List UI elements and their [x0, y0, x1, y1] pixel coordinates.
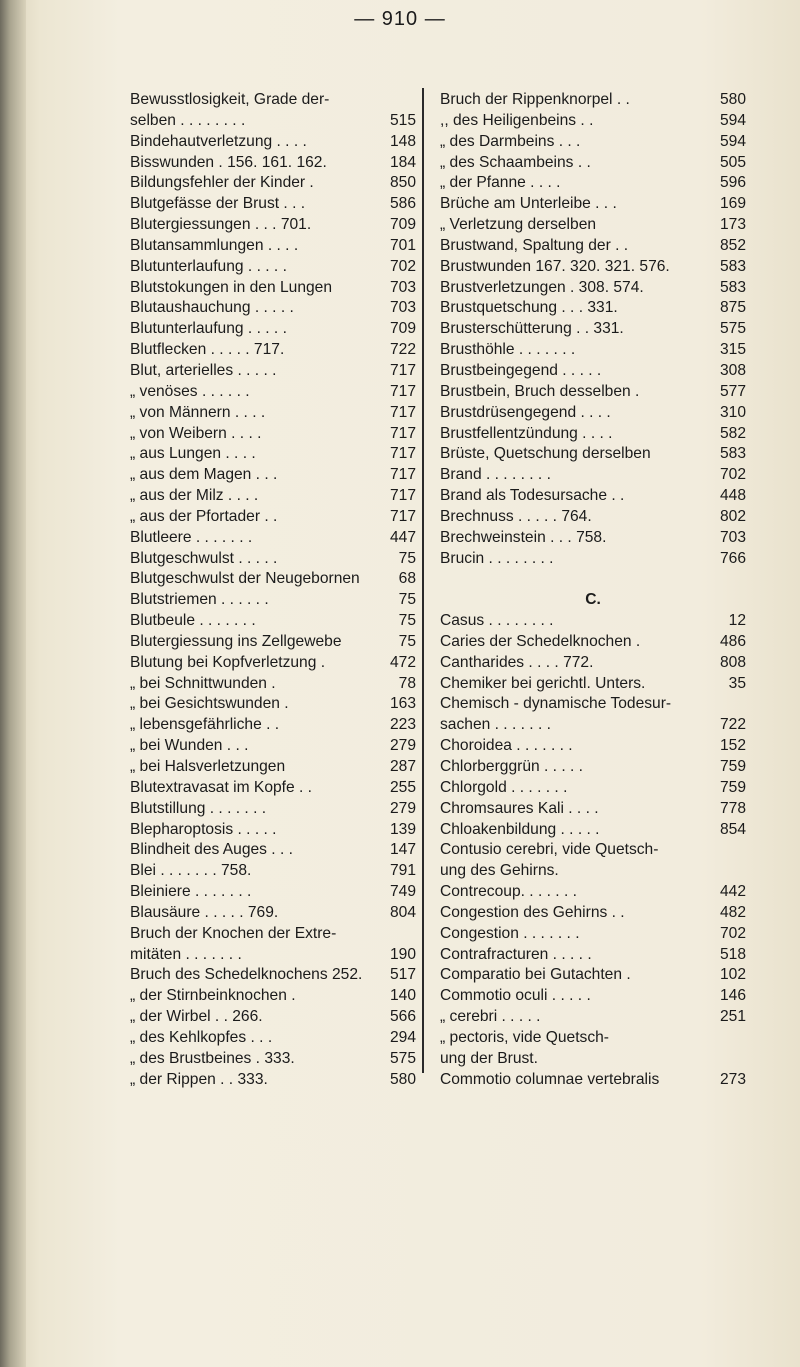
index-entry-label: „ Verletzung derselben: [440, 216, 597, 234]
index-entry: [130, 298, 416, 319]
index-entry-page: 722: [389, 341, 416, 359]
index-entry: [440, 757, 746, 778]
index-entry-page: 577: [719, 382, 746, 400]
index-entry-label: Brustdrüsengegend . . . .: [440, 403, 611, 421]
index-entry-page: 852: [719, 236, 746, 254]
index-entry-page: 310: [719, 403, 746, 421]
index-entry: [440, 882, 746, 903]
index-entry-label: Blausäure . . . . . 769.: [130, 903, 279, 921]
index-entry: [440, 945, 746, 966]
index-entry-page: [744, 694, 746, 715]
index-entry-label: „ der Rippen . . 333.: [130, 1070, 268, 1088]
index-entry-label: Brechnuss . . . . . 764.: [440, 507, 592, 525]
index-entry: [440, 173, 746, 194]
index-entry-page: 482: [719, 903, 746, 921]
index-entry: [440, 840, 746, 861]
index-entry-label: Bruch des Schedelknochens 252.: [130, 966, 363, 984]
index-entry-label: Blut, arterielles . . . . .: [130, 361, 277, 379]
index-entry: [130, 486, 416, 507]
index-entry-page: 75: [398, 632, 416, 650]
index-entry: [130, 194, 416, 215]
index-entry-label: Brustfellentzündung . . . .: [440, 424, 613, 442]
index-entry-label: Bisswunden . 156. 161. 162.: [130, 153, 327, 171]
index-entry-page: 315: [719, 341, 746, 359]
index-entry-page: 702: [719, 466, 746, 484]
index-entry: [440, 778, 746, 799]
index-entry-page: [744, 1049, 746, 1070]
index-entry-page: 594: [719, 111, 746, 129]
index-entry-page: 717: [389, 487, 416, 505]
index-entry-page: 75: [398, 591, 416, 609]
index-entry-page: 778: [719, 799, 746, 817]
index-entry: [440, 799, 746, 820]
index-entry-label: „ von Männern . . . .: [130, 403, 266, 421]
index-entry-label: Chloakenbildung . . . . .: [440, 820, 600, 838]
index-entry-label: mitäten . . . . . . .: [130, 945, 242, 963]
index-entry-page: 702: [389, 257, 416, 275]
index-entry-label: Commotio oculi . . . . .: [440, 987, 591, 1005]
index-entry: [440, 569, 746, 590]
index-entry-label: „ venöses . . . . . .: [130, 382, 250, 400]
index-entry: [130, 1028, 416, 1049]
index-entry-page: 279: [389, 737, 416, 755]
index-entry-label: „ lebensgefährliche . .: [130, 716, 280, 734]
index-entry-label: ung der Brust.: [440, 1049, 538, 1067]
index-entry-page: [744, 840, 746, 861]
index-entry-label: „ aus dem Magen . . .: [130, 466, 278, 484]
index-entry-page: 703: [389, 278, 416, 296]
index-entry-page: 582: [719, 424, 746, 442]
index-entry-page: 759: [719, 778, 746, 796]
index-entry-page: 294: [389, 1028, 416, 1046]
index-entry: [440, 319, 746, 340]
index-entry-label: „ des Brustbeines . 333.: [130, 1049, 295, 1067]
index-entry-page: 749: [389, 883, 416, 901]
index-entry-page: 766: [719, 549, 746, 567]
index-entry-label: Blutstriemen . . . . . .: [130, 591, 269, 609]
index-entry-label: selben . . . . . . . .: [130, 111, 246, 129]
index-entry-page: 583: [719, 257, 746, 275]
index-entry-label: Contrecoup. . . . . . .: [440, 883, 577, 901]
page-number: — 910 —: [354, 8, 446, 30]
index-entry: [130, 882, 416, 903]
index-entry-label: Brustbein, Bruch desselben .: [440, 382, 640, 400]
index-entry-label: „ der Stirnbeinknochen .: [130, 987, 296, 1005]
index-entry: [130, 799, 416, 820]
index-entry-label: Bindehautverletzung . . . .: [130, 132, 307, 150]
index-entry-page: 575: [389, 1049, 416, 1067]
index-entry: [440, 194, 746, 215]
index-entry: [440, 278, 746, 299]
index-entry-page: 808: [719, 653, 746, 671]
index-entry-page: 717: [389, 424, 416, 442]
index-entry: [130, 403, 416, 424]
index-entry: [130, 778, 416, 799]
index-entry: [440, 403, 746, 424]
index-entry: [130, 215, 416, 236]
index-entry: [440, 507, 746, 528]
index-entry-label: Blutbeule . . . . . . .: [130, 612, 256, 630]
index-entry: [130, 694, 416, 715]
index-entry-label: Bildungsfehler der Kinder .: [130, 174, 314, 192]
index-entry-label: Chromsaures Kali . . . .: [440, 799, 599, 817]
index-entry-label: Bleiniere . . . . . . .: [130, 883, 252, 901]
index-entry-page: 75: [398, 612, 416, 630]
index-entry-label: C.: [585, 591, 601, 609]
index-entry: [130, 861, 416, 882]
index-entry-page: 586: [389, 195, 416, 213]
index-entry: [130, 465, 416, 486]
index-entry-page: 486: [719, 632, 746, 650]
index-entry-page: 804: [389, 903, 416, 921]
book-spine-edge: [0, 0, 26, 1367]
index-entry-page: 147: [389, 841, 416, 859]
index-entry-page: 875: [719, 299, 746, 317]
index-entry-page: 566: [389, 1008, 416, 1026]
index-entry-label: Blepharoptosis . . . . .: [130, 820, 277, 838]
index-entry-page: 152: [719, 737, 746, 755]
index-entry: [130, 715, 416, 736]
index-entry-label: „ aus der Pfortader . .: [130, 507, 278, 525]
index-entry-label: Brand . . . . . . . .: [440, 466, 551, 484]
index-entry-label: Brustbeingegend . . . . .: [440, 361, 602, 379]
index-column-left: [130, 90, 416, 1091]
index-entry-label: „ bei Halsverletzungen: [130, 758, 286, 775]
index-entry-label: Bruch der Rippenknorpel . .: [440, 91, 630, 108]
index-entry-label: Blutstokungen in den Lungen: [130, 278, 333, 296]
index-entry: [130, 965, 416, 986]
index-entry: [130, 153, 416, 174]
index-entry-label: Congestion . . . . . . .: [440, 924, 580, 942]
index-entry-label: Chemisch - dynamische Todesur-: [440, 695, 672, 713]
index-entry-page: 703: [389, 299, 416, 317]
index-entry-label: „ des Kehlkopfes . . .: [130, 1028, 273, 1046]
index-entry-page: 447: [389, 528, 416, 546]
index-entry-page: 717: [389, 403, 416, 421]
index-entry-label: Blutflecken . . . . . 717.: [130, 341, 285, 359]
index-entry: [440, 715, 746, 736]
index-entry: [130, 319, 416, 340]
index-entry-page: 701: [389, 236, 416, 254]
index-entry-label: Comparatio bei Gutachten .: [440, 966, 631, 984]
index-entry-page: 702: [719, 924, 746, 942]
index-entry: [440, 340, 746, 361]
index-entry-label: Blutgefässe der Brust . . .: [130, 195, 306, 213]
index-entry-label: Commotio columnae vertebralis: [440, 1070, 660, 1088]
index-entry-label: Brusterschütterung . . 331.: [440, 320, 624, 338]
index-entry-label: „ der Wirbel . . 266.: [130, 1008, 263, 1026]
index-entry: [440, 924, 746, 945]
index-entry: [130, 674, 416, 695]
index-entry-page: 442: [719, 883, 746, 901]
index-entry-label: Brustwunden 167. 320. 321. 576.: [440, 257, 670, 275]
index-entry: [130, 111, 416, 132]
index-entry-page: 140: [389, 987, 416, 1005]
index-entry: [440, 153, 746, 174]
index-entry: [130, 1070, 416, 1091]
index-entry: [440, 528, 746, 549]
index-entry: [440, 444, 746, 465]
index-entry: [130, 590, 416, 611]
index-entry-label: „ aus Lungen . . . .: [130, 445, 256, 463]
index-entry-page: 448: [719, 487, 746, 505]
index-entry-page: 580: [389, 1070, 416, 1088]
index-entry: [130, 986, 416, 1007]
index-entry: [130, 632, 416, 653]
index-entry-page: 12: [728, 612, 746, 630]
index-entry: [440, 111, 746, 132]
index-entry: [130, 340, 416, 361]
index-entry-page: 722: [719, 716, 746, 734]
index-entry: [440, 132, 746, 153]
index-entry: [440, 820, 746, 841]
index-entry-page: 255: [389, 778, 416, 796]
index-entry: [440, 1070, 746, 1091]
index-entry-page: 575: [719, 320, 746, 338]
index-entry-label: Blutextravasat im Kopfe . .: [130, 778, 313, 796]
section-letter-heading: [440, 590, 746, 611]
column-divider: [422, 88, 424, 1073]
index-entry-page: 169: [719, 195, 746, 213]
index-entry-page: 583: [719, 445, 746, 463]
index-entry-page: [414, 90, 416, 111]
index-entry-label: Brustquetschung . . . 331.: [440, 299, 618, 317]
index-entry-page: 802: [719, 507, 746, 525]
index-entry-page: 709: [389, 216, 416, 234]
index-entry: [440, 632, 746, 653]
index-entry: [440, 361, 746, 382]
index-entry-label: Bewusstlosigkeit, Grade der-: [130, 91, 330, 108]
index-entry-label: Blei . . . . . . . 758.: [130, 862, 252, 880]
index-entry-page: 505: [719, 153, 746, 171]
index-entry: [130, 611, 416, 632]
index-entry-label: „ pectoris, vide Quetsch-: [440, 1028, 609, 1046]
index-entry-page: 472: [389, 653, 416, 671]
index-entry-label: „ bei Schnittwunden .: [130, 674, 276, 692]
index-entry: [130, 549, 416, 570]
index-entry-label: Brand als Todesursache . .: [440, 487, 625, 505]
index-entry-label: Blutstillung . . . . . . .: [130, 799, 267, 817]
index-entry-page: 709: [389, 320, 416, 338]
index-entry-page: 703: [719, 528, 746, 546]
index-entry-label: Casus . . . . . . . .: [440, 612, 554, 630]
index-entry-page: 251: [719, 1008, 746, 1026]
index-entry-page: 854: [719, 820, 746, 838]
index-entry: [130, 840, 416, 861]
index-entry-label: Blutgeschwulst . . . . .: [130, 549, 278, 567]
index-entry-page: 78: [398, 674, 416, 692]
index-entry: [130, 236, 416, 257]
index-entry-label: Blutansammlungen . . . .: [130, 236, 299, 254]
index-entry: [130, 820, 416, 841]
index-entry-page: 287: [389, 758, 416, 775]
index-entry-label: Brechweinstein . . . 758.: [440, 528, 607, 546]
index-entry: [440, 736, 746, 757]
index-entry: [130, 569, 416, 590]
index-entry-page: 223: [389, 716, 416, 734]
index-entry: [440, 382, 746, 403]
index-entry: [440, 90, 746, 111]
index-entry-page: 515: [389, 111, 416, 129]
index-entry-label: Brucin . . . . . . . .: [440, 549, 554, 567]
index-entry-page: 850: [389, 174, 416, 192]
index-entry-label: Blutung bei Kopfverletzung .: [130, 653, 326, 671]
index-entry: [440, 257, 746, 278]
index-entry: [130, 528, 416, 549]
index-entry-label: Brustverletzungen . 308. 574.: [440, 278, 644, 296]
index-entry-page: 791: [389, 862, 416, 880]
index-entry-label: Choroidea . . . . . . .: [440, 737, 573, 755]
index-entry: [440, 1028, 746, 1049]
index-entry: [440, 903, 746, 924]
index-entry: [440, 861, 746, 882]
index-entry-label: „ des Schaambeins . .: [440, 153, 591, 171]
index-entry-page: 596: [719, 174, 746, 192]
index-entry: [130, 361, 416, 382]
index-entry: [130, 90, 416, 111]
index-entry-page: 308: [719, 361, 746, 379]
index-entry-label: „ bei Gesichtswunden .: [130, 695, 289, 713]
index-entry-page: 583: [719, 278, 746, 296]
index-entry-page: 139: [389, 820, 416, 838]
index-entry-page: 163: [389, 695, 416, 713]
index-entry-page: 759: [719, 758, 746, 775]
index-entry: [440, 1007, 746, 1028]
index-entry-page: 68: [398, 570, 416, 588]
index-entry: [130, 1049, 416, 1070]
index-entry-page: 717: [389, 445, 416, 463]
index-entry: [130, 382, 416, 403]
index-entry-label: Brüste, Quetschung derselben: [440, 445, 651, 463]
index-entry-page: 717: [389, 382, 416, 400]
index-entry: [440, 465, 746, 486]
index-entry-page: 717: [389, 361, 416, 379]
index-entry-page: 75: [398, 549, 416, 567]
index-entry-label: „ cerebri . . . . .: [440, 1008, 541, 1026]
index-entry-label: Congestion des Gehirns . .: [440, 903, 625, 921]
index-entry-page: 148: [389, 132, 416, 150]
index-entry-page: 102: [719, 966, 746, 984]
index-entry-label: Brusthöhle . . . . . . .: [440, 341, 576, 359]
index-entry-label: Brüche am Unterleibe . . .: [440, 195, 617, 213]
index-entry: [440, 611, 746, 632]
index-column-right: [440, 90, 746, 1091]
index-entry: [130, 924, 416, 945]
index-entry-label: Blutergiessung ins Zellgewebe: [130, 632, 342, 650]
index-entry: [130, 757, 416, 778]
index-entry-page: 717: [389, 466, 416, 484]
index-entry-label: Brustwand, Spaltung der . .: [440, 236, 629, 254]
index-entry-page: [744, 861, 746, 882]
index-entry: [130, 278, 416, 299]
index-entry: [440, 1049, 746, 1070]
index-entry-label: Blutleere . . . . . . .: [130, 528, 253, 546]
index-entry-page: 273: [719, 1070, 746, 1088]
index-entry-label: Contusio cerebri, vide Quetsch-: [440, 841, 659, 859]
index-entry: [440, 236, 746, 257]
index-entry-page: [744, 1028, 746, 1049]
index-entry-page: 518: [719, 945, 746, 963]
index-entry: [440, 965, 746, 986]
index-entry-label: Chemiker bei gerichtl. Unters.: [440, 674, 646, 692]
index-entry: [130, 945, 416, 966]
index-entry-label: Blutgeschwulst der Neugebornen: [130, 570, 360, 588]
index-entry-label: Bruch der Knochen der Extre-: [130, 924, 337, 942]
index-entry-label: „ bei Wunden . . .: [130, 737, 249, 755]
index-entry-label: Blutergiessungen . . . 701.: [130, 216, 312, 234]
index-entry-label: „ aus der Milz . . . .: [130, 487, 259, 505]
index-entry-label: „ der Pfanne . . . .: [440, 174, 561, 192]
index-entry-label: „ von Weibern . . . .: [130, 424, 262, 442]
index-entry: [440, 986, 746, 1007]
index-entry: [440, 674, 746, 695]
index-entry: [130, 1007, 416, 1028]
index-entry-page: 35: [728, 674, 746, 692]
index-entry-label: Chlorgold . . . . . . .: [440, 778, 568, 796]
index-entry: [440, 215, 746, 236]
index-entry-page: 279: [389, 799, 416, 817]
index-entry-page: 594: [719, 132, 746, 150]
index-entry: [130, 424, 416, 445]
index-entry-page: 517: [389, 966, 416, 984]
index-entry-label: ,, des Heiligenbeins . .: [440, 111, 594, 129]
index-entry-label: Chlorberggrün . . . . .: [440, 758, 584, 775]
index-entry: [130, 444, 416, 465]
index-entry: [130, 736, 416, 757]
index-entry: [130, 507, 416, 528]
index-entry-page: 146: [719, 987, 746, 1005]
index-entry-label: Contrafracturen . . . . .: [440, 945, 592, 963]
index-entry: [440, 298, 746, 319]
index-entry-page: [744, 569, 746, 590]
index-entry-page: 717: [389, 507, 416, 525]
index-entry-label: Blutaushauchung . . . . .: [130, 299, 294, 317]
index-entry-label: [440, 569, 744, 590]
index-entry-label: Blindheit des Auges . . .: [130, 841, 293, 859]
index-entry-label: Caries der Schedelknochen .: [440, 632, 641, 650]
index-entry-label: Cantharides . . . . 772.: [440, 653, 594, 671]
index-entry: [130, 903, 416, 924]
index-entry: [440, 486, 746, 507]
index-entry: [130, 132, 416, 153]
index-entry-page: 184: [389, 153, 416, 171]
index-entry: [440, 549, 746, 570]
index-entry-label: Blutunterlaufung . . . . .: [130, 257, 287, 275]
index-entry: [440, 694, 746, 715]
index-entry: [440, 653, 746, 674]
index-entry-label: „ des Darmbeins . . .: [440, 132, 581, 150]
index-entry: [130, 173, 416, 194]
index-entry: [130, 257, 416, 278]
index-entry-page: [414, 924, 416, 945]
index-entry-page: 190: [389, 945, 416, 963]
index-entry-label: Blutunterlaufung . . . . .: [130, 320, 287, 338]
index-entry-label: sachen . . . . . . .: [440, 716, 551, 734]
index-entry: [130, 653, 416, 674]
index-entry-page: 173: [719, 216, 746, 234]
index-entry-page: 580: [719, 91, 746, 108]
index-entry: [440, 424, 746, 445]
index-entry-label: ung des Gehirns.: [440, 862, 559, 880]
